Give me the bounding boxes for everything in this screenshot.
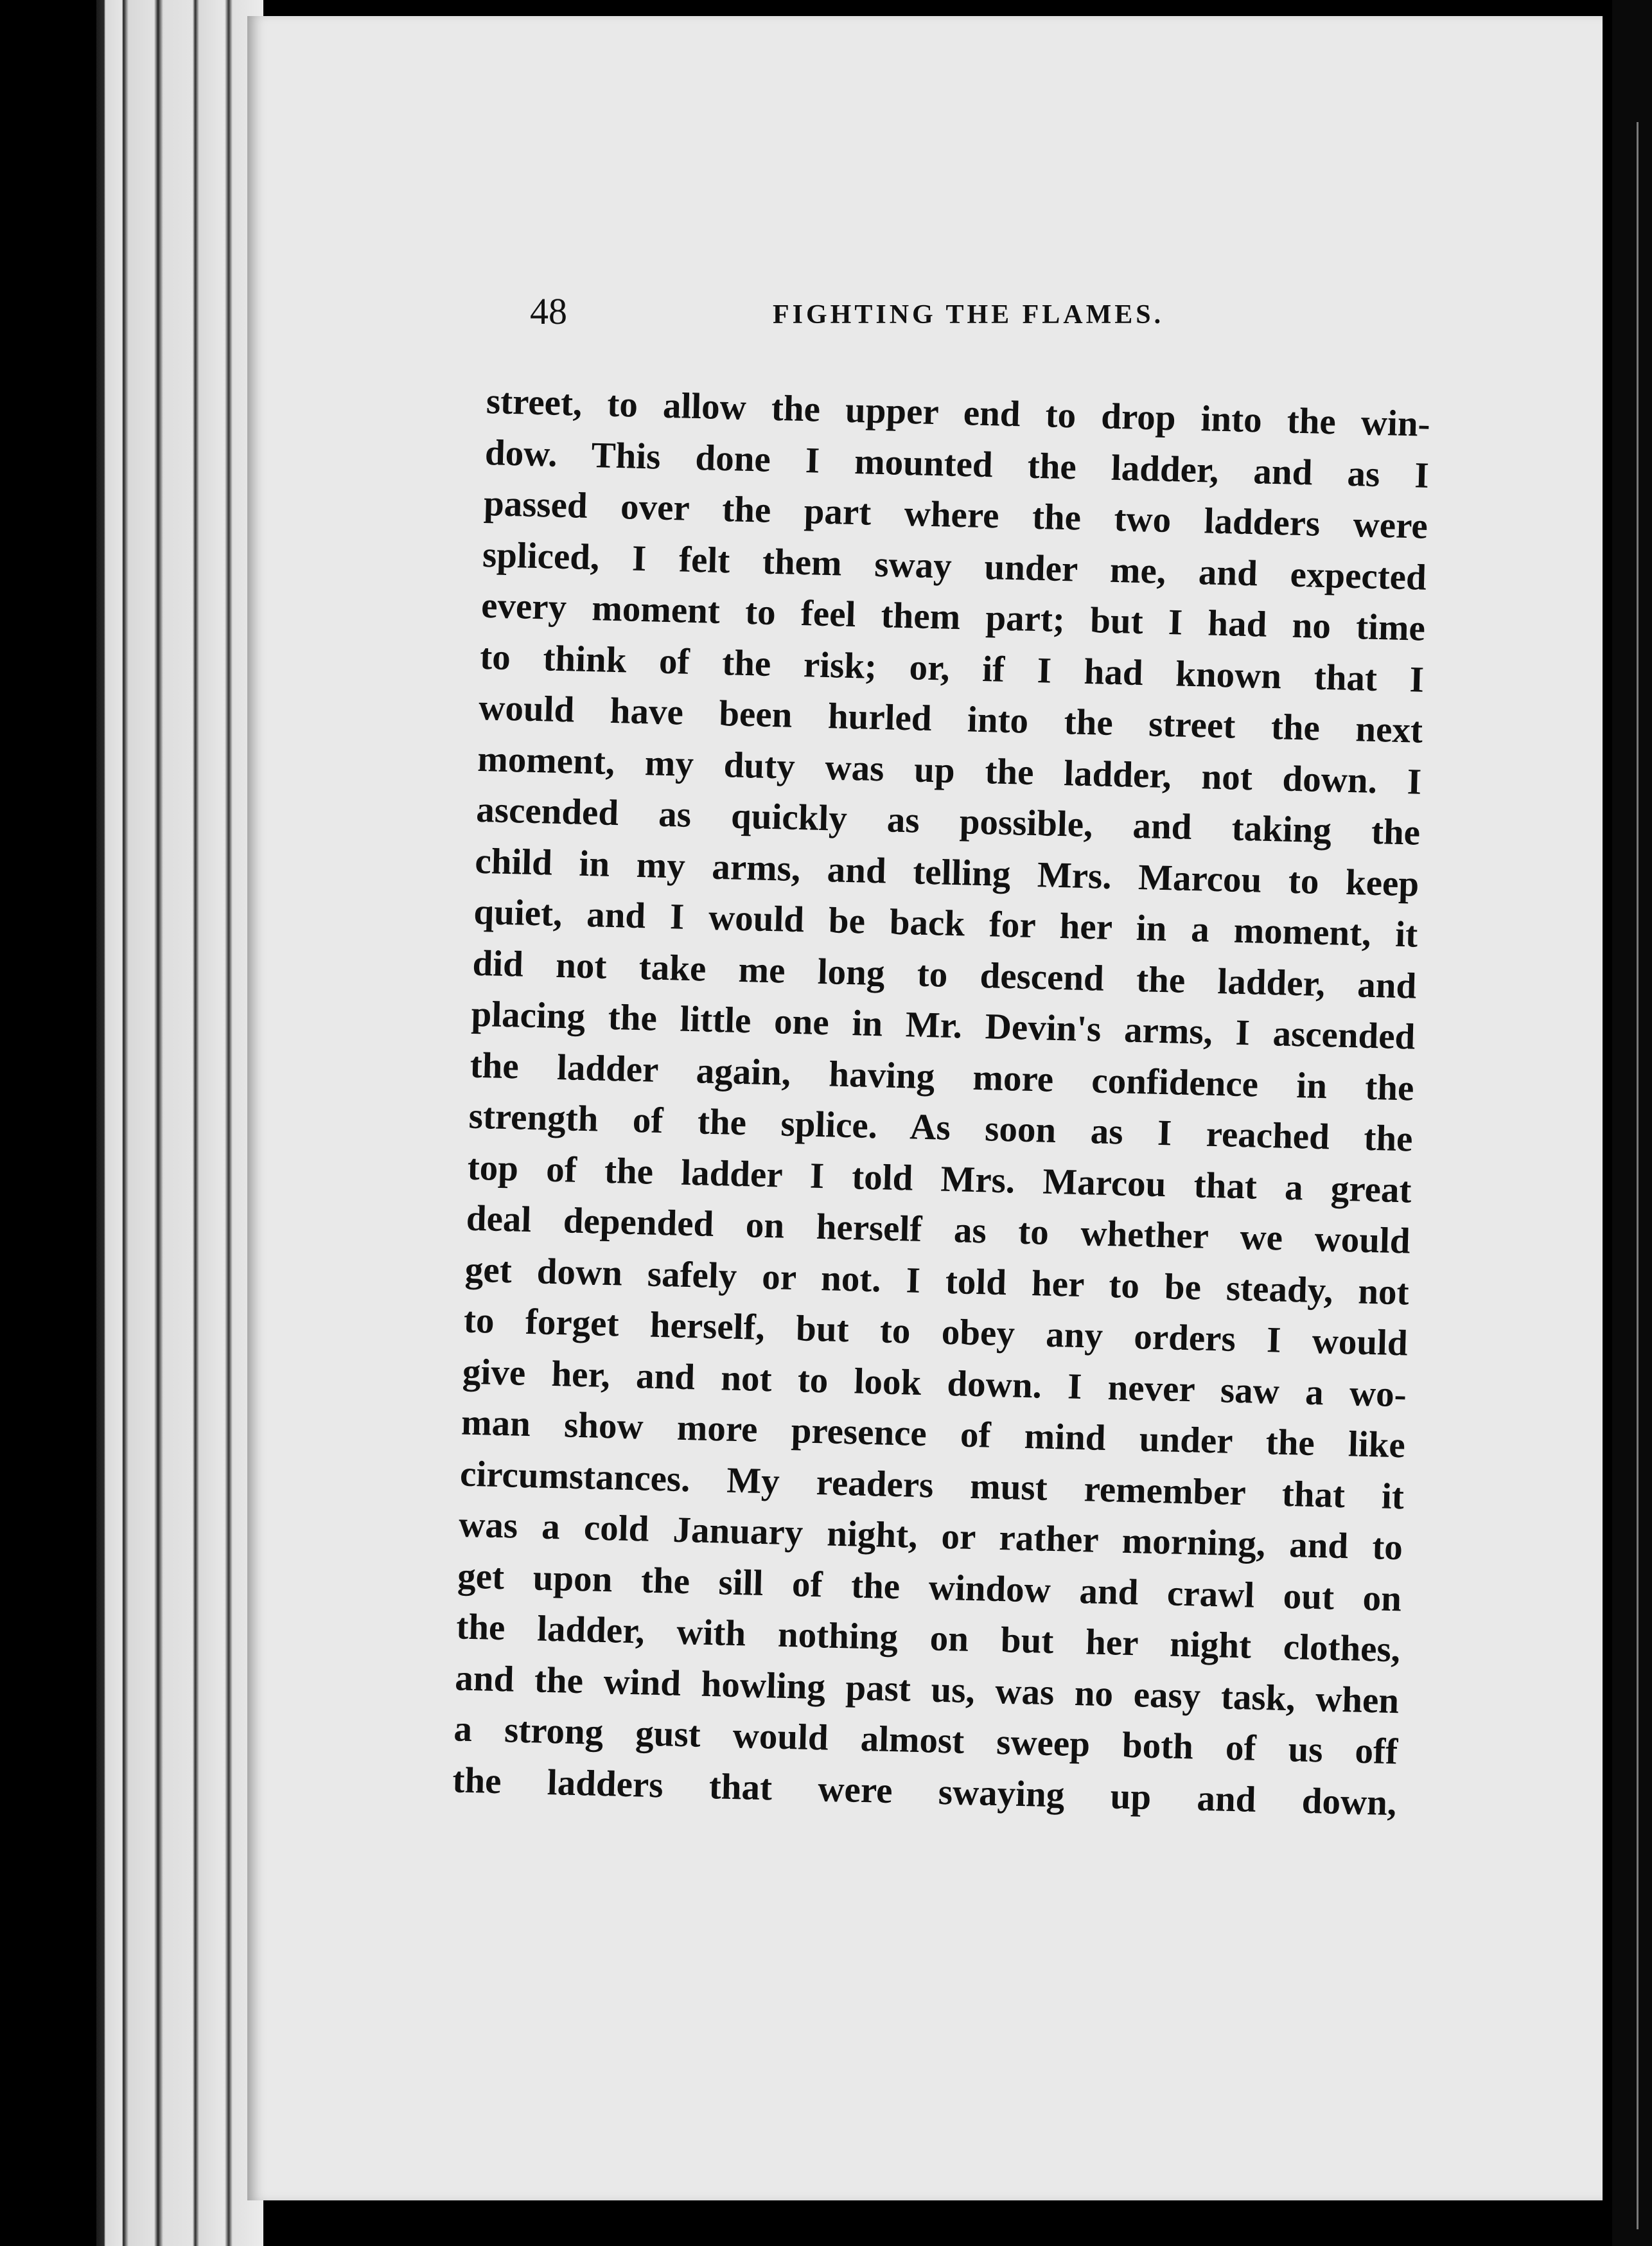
text-line: to forget herself, but to obey any orders I would (463, 1300, 1409, 1364)
text-line: placing the little one in Mr. Devin's arms, I ascended (470, 993, 1416, 1057)
book-right-edge-line (1637, 122, 1639, 2229)
text-line: was a cold January night, or rather morning, and to (458, 1504, 1403, 1568)
text-line: to think of the risk; or, if I had known that I (479, 636, 1425, 700)
text-line: a strong gust would almost sweep both of us off (453, 1708, 1398, 1773)
running-head: FIGHTING THE FLAMES. (773, 300, 1164, 330)
text-line: street, to allow the upper end to drop into the win- (486, 380, 1431, 445)
text-line: give her, and not to look down. I never saw a wo- (462, 1351, 1407, 1415)
text-line: the ladder, with nothing on but her night clothes, (455, 1606, 1401, 1670)
text-line: get down safely or not. I told her to be steady, not (464, 1249, 1410, 1313)
text-line: top of the ladder I told Mrs. Marcou that a great (467, 1147, 1412, 1211)
body-text (452, 376, 1431, 1828)
text-line: and the wind howling past us, was no easy task, when (454, 1657, 1400, 1721)
text-line: get upon the sill of the window and crawl out on (457, 1555, 1402, 1619)
text-line: child in my arms, and telling Mrs. Marcou to keep (474, 840, 1419, 905)
text-line: circumstances. My readers must remember that it (459, 1453, 1405, 1517)
text-line: quiet, and I would be back for her in a moment, it (473, 891, 1418, 955)
text-line: moment, my duty was up the ladder, not down. I (477, 738, 1422, 802)
text-line: the ladders that were swaying up and down, (452, 1759, 1397, 1823)
text-line: passed over the part where the two ladders were (483, 482, 1428, 547)
text-line: deal depended on herself as to whether we would (466, 1198, 1411, 1262)
page-number: 48 (530, 290, 567, 332)
page-header (530, 286, 1204, 344)
book-right-edge (1612, 0, 1652, 2246)
text-line: man show more presence of mind under the like (461, 1402, 1406, 1466)
book-page-edges (96, 0, 263, 2246)
text-line: strength of the splice. As soon as I reached the (468, 1095, 1414, 1160)
text-line: the ladder again, having more confidence in the (470, 1045, 1415, 1109)
text-line: spliced, I felt them sway under me, and expected (482, 534, 1427, 598)
text-line: ascended as quickly as possible, and taking the (475, 789, 1421, 853)
text-line: would have been hurled into the street the next (478, 687, 1423, 751)
text-line: every moment to feel them part; but I had no time (480, 585, 1426, 649)
text-line: dow. This done I mounted the ladder, and as I (484, 432, 1430, 496)
text-line: did not take me long to descend the ladder, and (471, 942, 1417, 1007)
